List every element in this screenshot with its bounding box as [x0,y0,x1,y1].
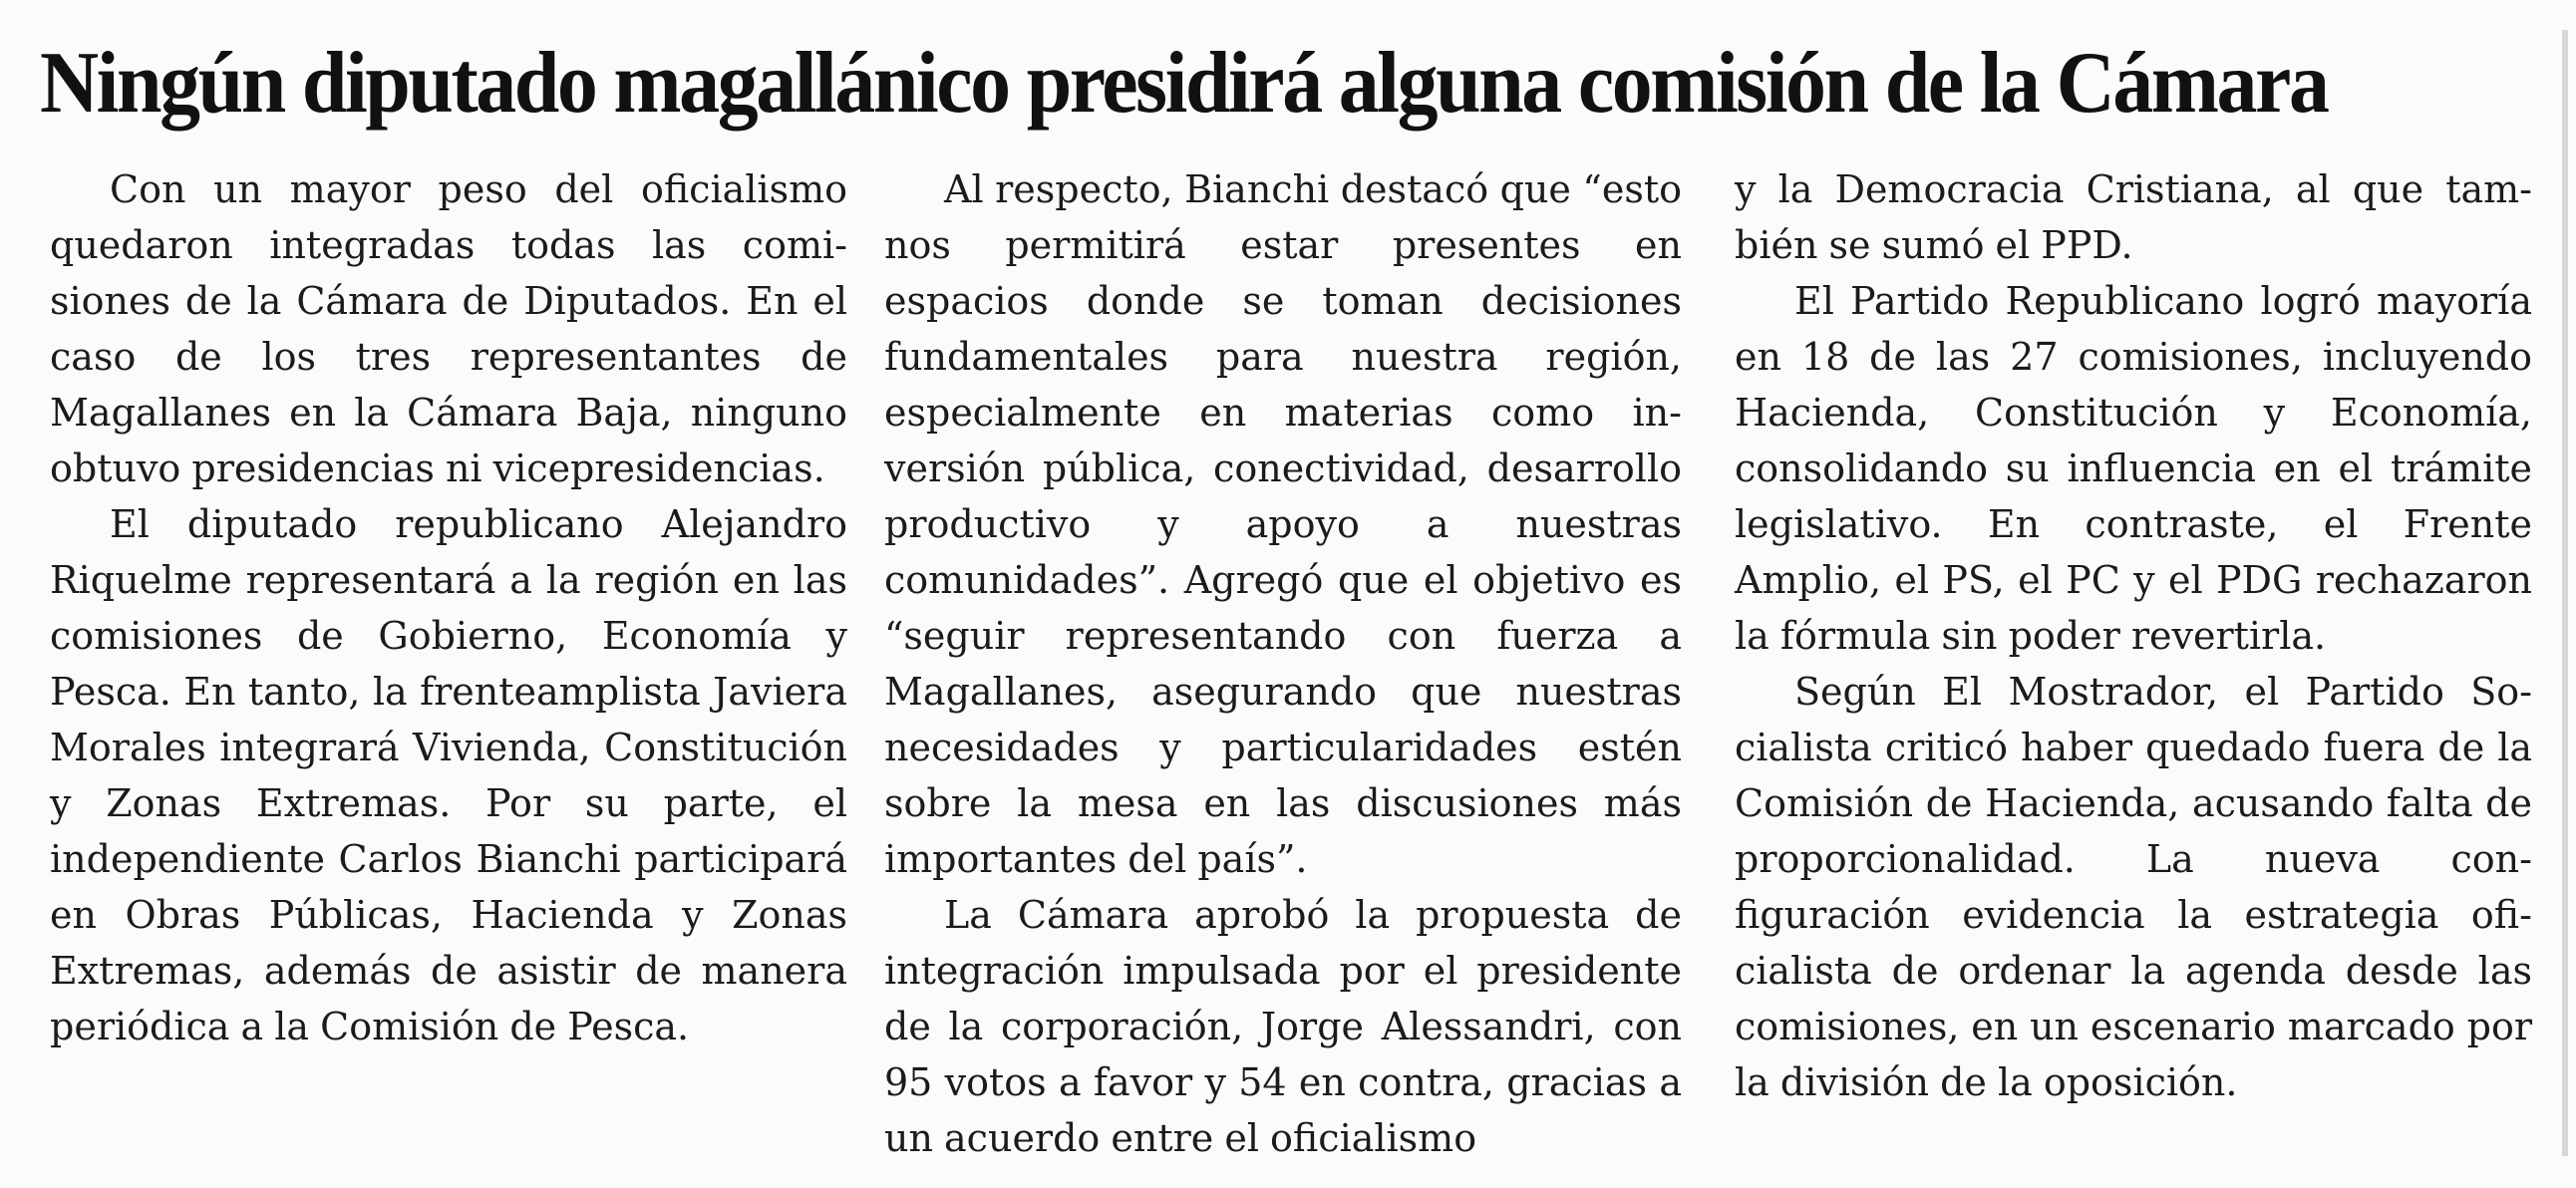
text-column-1 [50,161,847,1168]
paragraph: El Partido Republicano logró mayoría en 18 de las 27 comisiones, incluyendo Hacienda, Constitución y Economía, consolidando su influencia en el trámite legislativo. En contraste, el Frente Amplio, el PS, el PC y el PDG rechazaron la fórmula sin poder revertirla. [1735,279,2532,658]
article-body [50,161,2532,1168]
paragraph: La Cámara aprobó la propuesta de integración impulsada por el presidente de la corporación, Jorge Alessandri, con 95 votos a favor y 54 en contra, gracias a un acuerdo entre el oficialismo [884,893,1682,1160]
paragraph: El diputado republicano Alejandro Riquelme representará a la región en las comisiones de Gobierno, Economía y Pesca. En tanto, la frenteamplista Javiera Morales integrará Vivienda, Constitución y Zonas Extremas. Por su parte, el independiente Carlos Bianchi participará en Obras Públicas, Hacienda y Zonas Extremas, además de asistir de manera periódica a la Comisión de Pesca. [50,502,847,1048]
text-column-2 [884,161,1682,1168]
page-edge-divider [2562,30,2568,1156]
paragraph: Con un mayor peso del oficialismo quedaron integradas todas las comisiones de la Cámara de Diputados. En el caso de los tres representantes de Magallanes en la Cámara Baja, ninguno obtuvo presidencias ni vicepresidencias. [50,167,847,490]
paragraph: Según El Mostrador, el Partido Socialista criticó haber quedado fuera de la Comisión de Hacienda, acusando falta de proporcionalidad. La nueva configuración evidencia la estrategia oficialista de ordenar la agenda desde las comisiones, en un escenario marcado por la división de la oposición. [1735,670,2532,1104]
paragraph: Al respecto, Bianchi destacó que “esto nos permitirá estar presentes en espacios donde se toman decisiones fundamentales para nuestra región, especialmente en materias como inversión pública, conectividad, desarrollo productivo y apoyo a nuestras comunidades”. Agregó que el objetivo es “seguir representando con fuerza a Magallanes, asegurando que nuestras necesidades y particularidades estén sobre la mesa en las discusiones más importantes del país”. [884,167,1682,881]
text-column-3 [1735,161,2532,1168]
paragraph-continued: y la Democracia Cristiana, al que también se sumó el PPD. [1735,167,2532,267]
article-headline: Ningún diputado magallánico presidirá alguna comisión de la Cámara [40,35,2328,132]
